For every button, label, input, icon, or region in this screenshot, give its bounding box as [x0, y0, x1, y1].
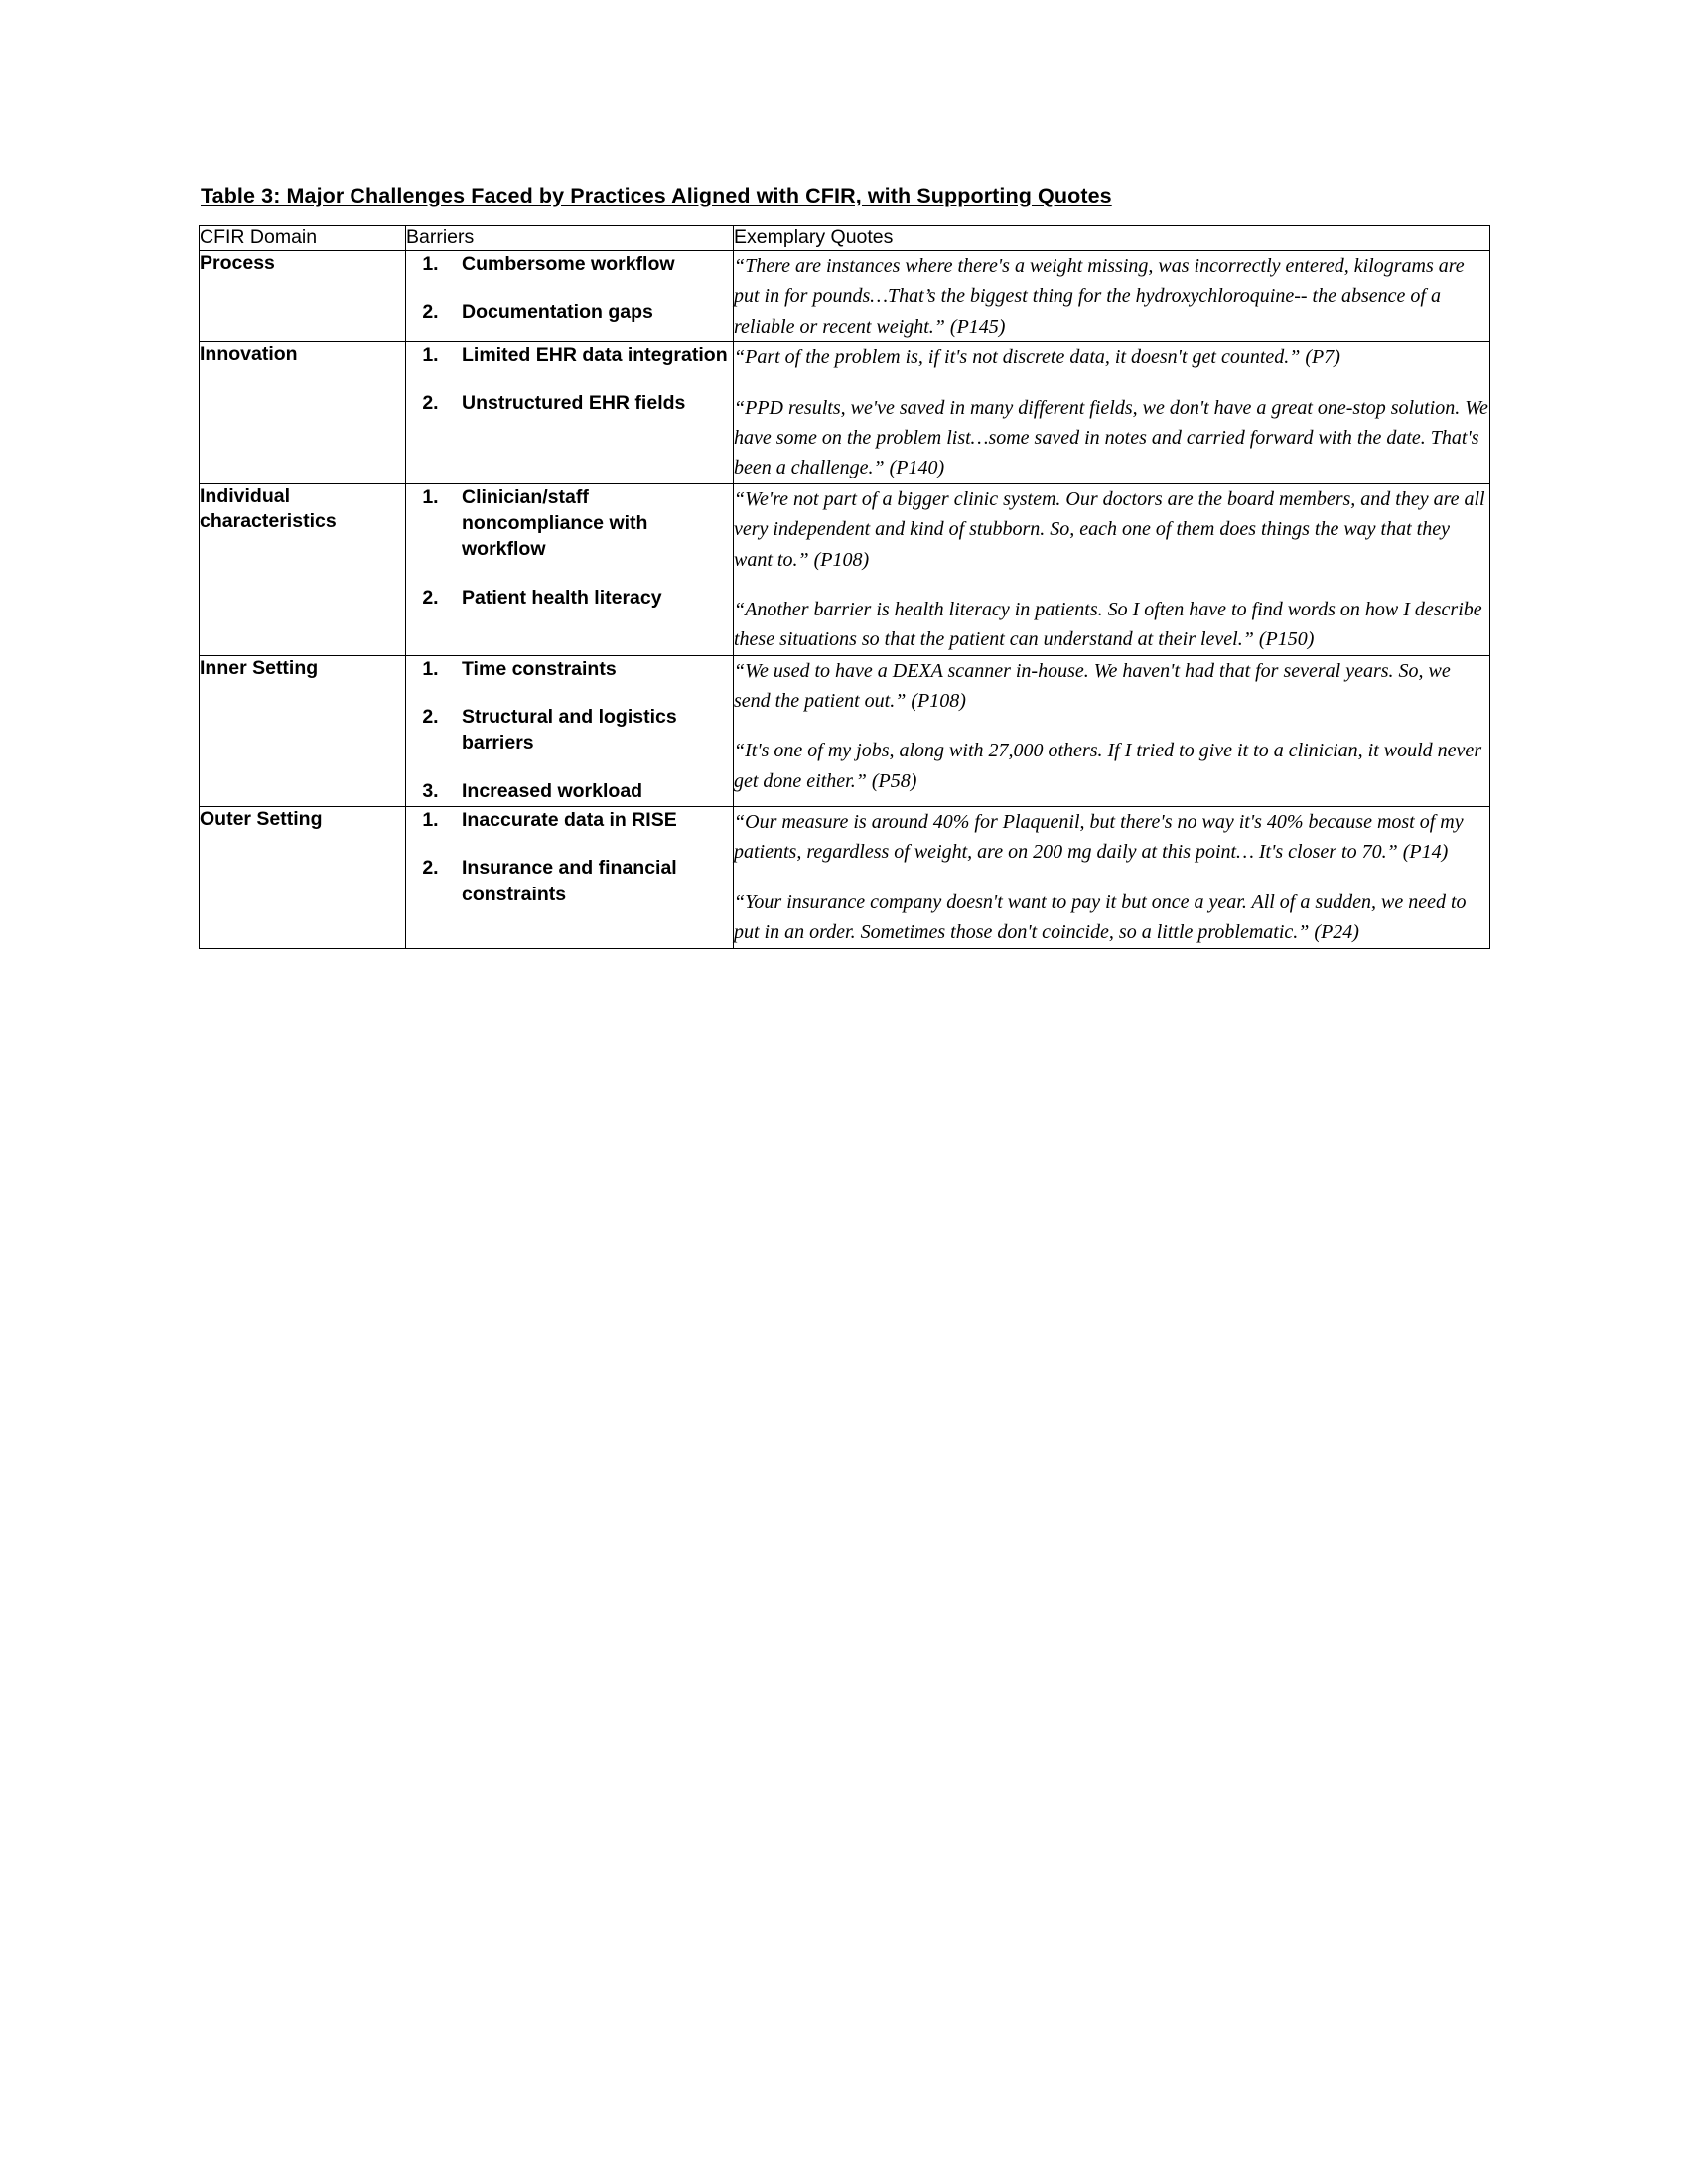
barriers-cell [406, 655, 734, 806]
barrier-list [406, 807, 733, 907]
domain-cell [200, 251, 406, 342]
barriers-cell [406, 806, 734, 948]
exemplary-quote: “Your insurance company doesn't want to pay it but once a year. All of a sudden, we need to put in an order. Sometimes those don't coincide, so a little problematic.” (P24) [734, 890, 1467, 944]
exemplary-quote: “It's one of my jobs, along with 27,000 others. If I tried to give it to a clinician, it would never get done either.” (P58) [734, 740, 1482, 792]
quotes-cell [734, 806, 1490, 948]
table-body [200, 251, 1490, 949]
list-item: 1. Time constraints [444, 656, 733, 682]
exemplary-quote: “PPD results, we've saved in many different fields, we don't have a great one-stop solution. We have some on the problem list…some saved in notes and carried forward with the date. That's been a challenge.” (P140) [734, 396, 1488, 479]
column-header-domain: CFIR Domain [200, 226, 406, 251]
table-header-row [200, 226, 1490, 251]
table-row [200, 806, 1490, 948]
quotes-cell [734, 655, 1490, 806]
list-item: 2. Patient health literacy [444, 585, 733, 611]
list-item: 2. Unstructured EHR fields [444, 390, 733, 416]
exemplary-quote: “Our measure is around 40% for Plaquenil, but there's no way it's 40% because most of my patients, regardless of weight, are on 200 mg daily at this point… It's closer to 70.” (P14) [734, 810, 1464, 864]
barrier-list [406, 484, 733, 611]
domain-label-line: Individual [200, 484, 291, 507]
page-title: Table 3: Major Challenges Faced by Practices Aligned with CFIR, with Supporting Quotes [201, 184, 1112, 207]
barriers-cell [406, 251, 734, 342]
domain-label-line: Innovation [200, 343, 298, 366]
list-item: 1. Inaccurate data in RISE [444, 807, 733, 833]
column-header-quotes: Exemplary Quotes [734, 226, 1490, 251]
list-item: 2. Insurance and financial constraints [444, 855, 733, 907]
table-row [200, 483, 1490, 655]
exemplary-quote: “We used to have a DEXA scanner in-house. We haven't had that for several years. So, we send the patient out.” (P108) [734, 659, 1451, 713]
quotes-cell [734, 251, 1490, 342]
list-item: 3. Increased workload [444, 778, 733, 804]
barrier-list [406, 342, 733, 417]
domain-cell [200, 342, 406, 484]
exemplary-quote: “Part of the problem is, if it's not discrete data, it doesn't get counted.” (P7) [734, 346, 1340, 369]
domain-cell [200, 483, 406, 655]
domain-label-line: Outer Setting [200, 807, 323, 830]
barrier-list [406, 656, 733, 804]
domain-label-line: Process [200, 252, 275, 274]
cfir-challenges-table [199, 225, 1490, 949]
exemplary-quote: “Another barrier is health literacy in patients. So I often have to find words on how I describe these situations so that the patient can understand at their level.” (P150) [734, 598, 1482, 651]
exemplary-quote: “There are instances where there's a weight missing, was incorrectly entered, kilograms are put in for pounds…That’s the biggest thing for the hydroxychloroquine-- the absence of a reliable or recent weight.” (P145) [734, 255, 1465, 338]
exemplary-quote: “We're not part of a bigger clinic system. Our doctors are the board members, and they are all very independent and kind of stubborn. So, each one of them does things the way that they want to.” (P108) [734, 487, 1485, 571]
quotes-cell [734, 342, 1490, 484]
domain-cell [200, 655, 406, 806]
table-row [200, 655, 1490, 806]
domain-label-line: Inner Setting [200, 656, 319, 679]
table-row [200, 251, 1490, 342]
list-item: 1. Limited EHR data integration [444, 342, 733, 368]
list-item: 1. Cumbersome workflow [444, 251, 733, 277]
table-row [200, 342, 1490, 484]
barrier-list [406, 251, 733, 326]
domain-label-line: characteristics [200, 510, 337, 533]
barriers-cell [406, 483, 734, 655]
list-item: 2. Documentation gaps [444, 299, 733, 325]
column-header-barriers: Barriers [406, 226, 734, 251]
list-item: 2. Structural and logistics barriers [444, 704, 733, 756]
list-item: 1. Clinician/staff noncompliance with workflow [444, 484, 733, 563]
quotes-cell [734, 483, 1490, 655]
barriers-cell [406, 342, 734, 484]
domain-cell [200, 806, 406, 948]
